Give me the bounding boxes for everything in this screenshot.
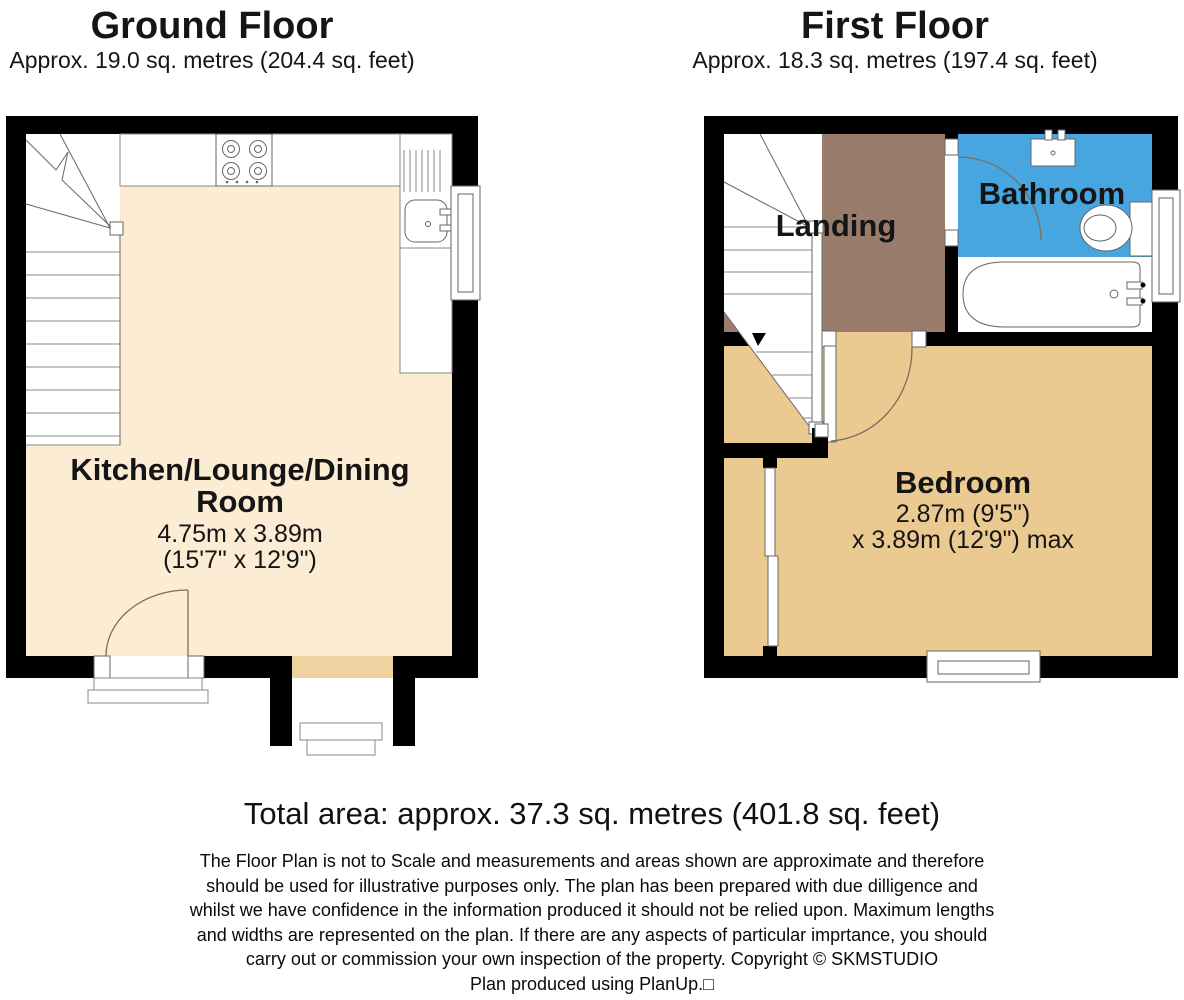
ff-window-right [1152,190,1180,302]
gf-hob [216,134,272,186]
gf-stair-newel [110,222,123,235]
gf-stairs [26,134,123,445]
disclaimer-line: carry out or commission your own inspection of the property. Copyright © SKMSTUDIO [245,949,939,970]
gf-sink-basin [405,200,447,242]
gf-room-dims-metric: 4.75m x 3.89m [157,520,323,548]
disclaimer-line: Plan produced using PlanUp.□ [469,973,715,994]
ff-bedroom-dims-line1: 2.87m (9'5") [895,500,1031,528]
ground-floor-plan [6,5,480,755]
ff-stair-rail [812,228,822,428]
gf-door-step [88,678,208,703]
total-area: Total area: approx. 37.3 sq. metres (401.8 sq. feet) [243,796,941,831]
ground-floor-subtitle: Approx. 19.0 sq. metres (204.4 sq. feet) [9,47,415,73]
ff-bathroom-label: Bathroom [978,176,1126,211]
gf-room-name-line2: Room [196,484,284,519]
ground-floor-title: Ground Floor [90,5,334,47]
gf-room-name-line1: Kitchen/Lounge/Dining [70,452,410,487]
first-floor-plan [692,5,1180,682]
ff-bedroom-label: Bedroom [894,465,1032,500]
ff-landing-label: Landing [775,208,897,243]
first-floor-subtitle: Approx. 18.3 sq. metres (197.4 sq. feet) [692,47,1098,73]
gf-window [451,186,480,300]
first-floor-title: First Floor [801,5,989,47]
disclaimer-line: should be used for illustrative purposes only. The plan has been prepared with due dilligence and [206,875,978,896]
disclaimer [0,849,1184,997]
ff-bedroom-dims-line2: x 3.89m (12'9") max [851,526,1075,554]
gf-porch-threshold [292,656,393,678]
gf-room-dims-imperial: (15'7" x 12'9") [163,546,317,574]
gf-kitchen-counter [120,134,400,186]
disclaimer-line: and widths are represented on the plan. If there are any aspects of particular imprtance, you should [196,924,988,945]
gf-porch [270,656,415,755]
disclaimer-line: The Floor Plan is not to Scale and measurements and areas shown are approximate and therefore [199,851,985,871]
ff-bath [963,262,1146,327]
gf-sink-unit [400,134,457,373]
gf-porch-step [300,723,382,755]
ff-window-bottom [927,651,1040,682]
disclaimer-line: whilst we have confidence in the information produced it should not be relied upon. Maximum lengths [189,900,995,921]
